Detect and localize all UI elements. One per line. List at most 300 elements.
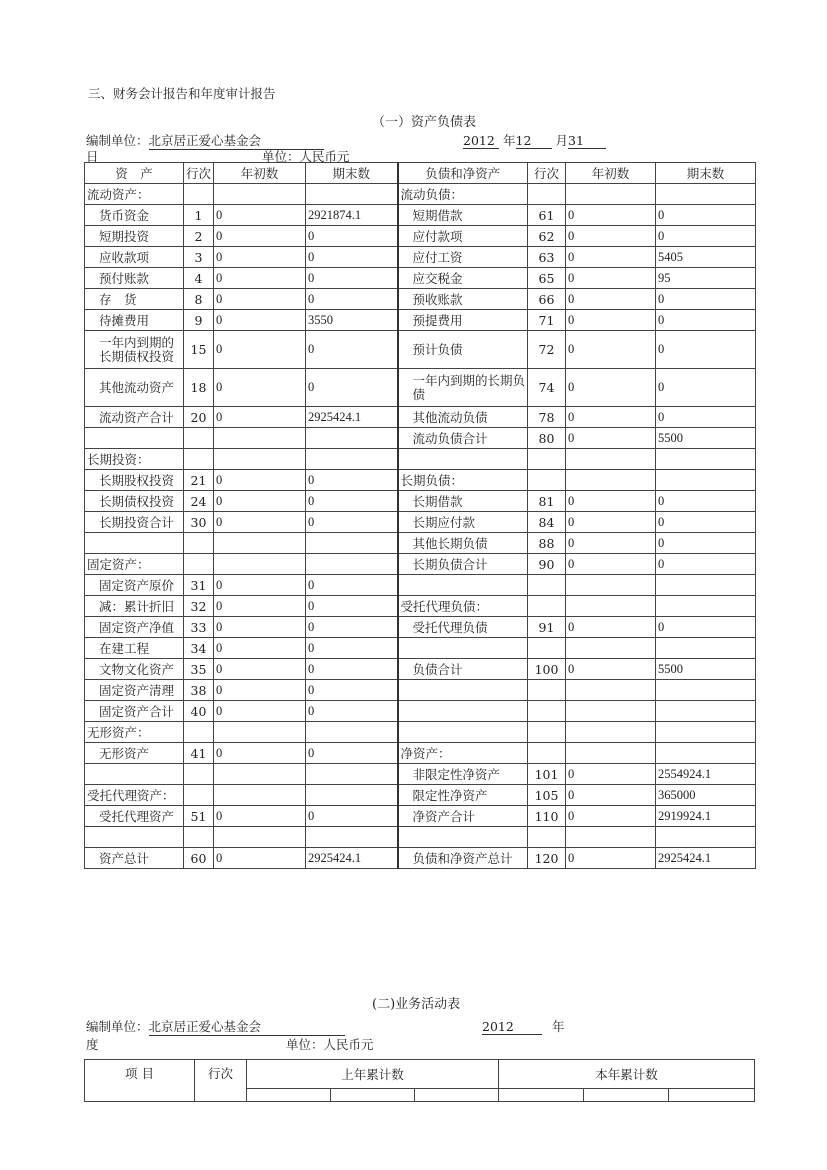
liability-end-value: 0: [656, 617, 756, 638]
liability-row-no: 72: [528, 331, 566, 369]
asset-name: 固定资产原价: [85, 575, 184, 596]
asset-name: 长期债权投资: [85, 491, 184, 512]
balance-sheet-title: （一）资产负债表: [372, 115, 477, 130]
asset-end-value: 0: [306, 680, 398, 701]
asset-name: 在建工程: [85, 638, 184, 659]
activity-org: [86, 1017, 345, 1036]
asset-begin-value: 0: [214, 205, 306, 226]
liability-name: 预提费用: [398, 310, 528, 331]
activity-subheader-cell: [584, 1089, 669, 1102]
activity-subheader-cell: [499, 1089, 584, 1102]
asset-name: 长期投资：: [85, 449, 184, 470]
asset-name: 存 货: [85, 289, 184, 310]
liability-begin-value: [566, 722, 656, 743]
liability-end-value: 2925424.1: [656, 848, 756, 869]
asset-name: 资产总计: [85, 848, 184, 869]
year-suffix: 年: [502, 133, 516, 148]
asset-end-value: 0: [306, 247, 398, 268]
asset-name: 固定资产净值: [85, 617, 184, 638]
asset-name: [85, 764, 184, 785]
asset-end-value: 2925424.1: [306, 848, 398, 869]
liability-row-no: 101: [528, 764, 566, 785]
liability-row-no: [528, 184, 566, 205]
liability-name: 流动负债：: [398, 184, 528, 205]
liability-begin-value: 0: [566, 806, 656, 827]
asset-row-no: 41: [184, 743, 214, 764]
liability-end-value: [656, 184, 756, 205]
asset-end-value: [306, 184, 398, 205]
table-row: [85, 722, 756, 743]
asset-begin-value: 0: [214, 247, 306, 268]
liability-name: 长期负债合计: [398, 554, 528, 575]
table-row: [85, 428, 756, 449]
asset-begin-value: 0: [214, 575, 306, 596]
asset-name: 受托代理资产：: [85, 785, 184, 806]
liability-begin-value: [566, 470, 656, 491]
asset-name: [85, 827, 184, 848]
liability-end-value: 0: [656, 512, 756, 533]
asset-end-value: 0: [306, 369, 398, 407]
liability-end-value: [656, 596, 756, 617]
liability-begin-value: 0: [566, 205, 656, 226]
asset-end-value: 0: [306, 226, 398, 247]
asset-end-value: 0: [306, 743, 398, 764]
table-row: [85, 659, 756, 680]
asset-begin-value: 0: [214, 680, 306, 701]
activity-subheader-cell: [247, 1089, 331, 1102]
asset-end-value: [306, 764, 398, 785]
table-row: [85, 310, 756, 331]
activity-year: [482, 1017, 565, 1035]
asset-row-no: 8: [184, 289, 214, 310]
liability-row-no: 105: [528, 785, 566, 806]
asset-name: 一年内到期的长期债权投资: [85, 331, 184, 369]
asset-row-no: 40: [184, 701, 214, 722]
liability-end-value: 2919924.1: [656, 806, 756, 827]
liability-name: 负债和净资产总计: [398, 848, 528, 869]
asset-row-no: 60: [184, 848, 214, 869]
org-label: 编制单位：: [86, 133, 149, 148]
liability-begin-value: [566, 184, 656, 205]
liability-row-no: 91: [528, 617, 566, 638]
liability-end-value: 95: [656, 268, 756, 289]
asset-end-value: 0: [306, 806, 398, 827]
liability-name: [398, 722, 528, 743]
asset-end-value: 0: [306, 512, 398, 533]
asset-begin-value: 0: [214, 638, 306, 659]
activity-org-label: 编制单位：: [86, 1019, 149, 1034]
table-row: [85, 701, 756, 722]
asset-row-no: 3: [184, 247, 214, 268]
header-begin-2: 年初数: [566, 163, 656, 184]
table-row: [85, 268, 756, 289]
liability-begin-value: [566, 827, 656, 848]
liability-end-value: 0: [656, 205, 756, 226]
asset-name: 长期股权投资: [85, 470, 184, 491]
table-row: [85, 554, 756, 575]
liability-row-no: [528, 680, 566, 701]
liability-end-value: 0: [656, 226, 756, 247]
activity-header-row: [85, 1060, 755, 1089]
asset-row-no: 18: [184, 369, 214, 407]
asset-begin-value: [214, 533, 306, 554]
asset-end-value: 3550: [306, 310, 398, 331]
table-row: [85, 680, 756, 701]
activity-header-this-year: 本年累计数: [499, 1060, 755, 1089]
liability-begin-value: 0: [566, 848, 656, 869]
liability-end-value: 0: [656, 491, 756, 512]
asset-begin-value: [214, 184, 306, 205]
activity-year-value: 2012: [482, 1019, 542, 1035]
asset-begin-value: 0: [214, 226, 306, 247]
table-row: [85, 764, 756, 785]
table-row: [85, 512, 756, 533]
table-row: [85, 785, 756, 806]
liability-begin-value: [566, 596, 656, 617]
table-row: [85, 407, 756, 428]
day-value: 31: [568, 133, 606, 149]
balance-sheet-header: [85, 163, 756, 184]
liability-row-no: [528, 638, 566, 659]
header-row-no-2: 行次: [528, 163, 566, 184]
activity-header-item: 项 目: [85, 1060, 195, 1102]
asset-row-no: 2: [184, 226, 214, 247]
liability-name: 一年内到期的长期负债: [398, 369, 528, 407]
asset-name: 受托代理资产: [85, 806, 184, 827]
asset-end-value: 0: [306, 701, 398, 722]
liability-row-no: 61: [528, 205, 566, 226]
asset-row-no: 32: [184, 596, 214, 617]
table-row: [85, 226, 756, 247]
table-row: [85, 848, 756, 869]
liability-begin-value: 0: [566, 226, 656, 247]
liability-name: 限定性净资产: [398, 785, 528, 806]
activity-subheader-cell: [331, 1089, 415, 1102]
asset-row-no: [184, 428, 214, 449]
asset-begin-value: [214, 554, 306, 575]
header-row-no: 行次: [184, 163, 214, 184]
liability-begin-value: 0: [566, 659, 656, 680]
asset-row-no: [184, 827, 214, 848]
liability-name: 长期借款: [398, 491, 528, 512]
liability-end-value: 5500: [656, 428, 756, 449]
asset-begin-value: 0: [214, 470, 306, 491]
asset-end-value: [306, 785, 398, 806]
liability-row-no: 71: [528, 310, 566, 331]
asset-end-value: [306, 449, 398, 470]
liability-row-no: [528, 743, 566, 764]
table-row: [85, 369, 756, 407]
liability-row-no: 74: [528, 369, 566, 407]
header-assets: 资 产: [85, 163, 184, 184]
activity-statement-title: (二)业务活动表: [372, 997, 461, 1012]
liability-begin-value: 0: [566, 491, 656, 512]
asset-begin-value: 0: [214, 407, 306, 428]
asset-begin-value: [214, 785, 306, 806]
liability-begin-value: [566, 449, 656, 470]
asset-row-no: [184, 184, 214, 205]
asset-end-value: 0: [306, 575, 398, 596]
table-row: [85, 596, 756, 617]
liability-name: [398, 449, 528, 470]
liability-row-no: 84: [528, 512, 566, 533]
asset-end-value: 2921874.1: [306, 205, 398, 226]
asset-begin-value: 0: [214, 806, 306, 827]
liability-row-no: 66: [528, 289, 566, 310]
liability-name: 短期借款: [398, 205, 528, 226]
asset-row-no: 51: [184, 806, 214, 827]
asset-name: 货币资金: [85, 205, 184, 226]
liability-begin-value: [566, 743, 656, 764]
liability-row-no: 90: [528, 554, 566, 575]
liability-name: 受托代理负债: [398, 617, 528, 638]
liability-end-value: 5405: [656, 247, 756, 268]
asset-name: 待摊费用: [85, 310, 184, 331]
liability-name: [398, 827, 528, 848]
asset-end-value: 0: [306, 659, 398, 680]
asset-name: 文物文化资产: [85, 659, 184, 680]
asset-begin-value: 0: [214, 659, 306, 680]
asset-begin-value: 0: [214, 268, 306, 289]
asset-end-value: [306, 827, 398, 848]
asset-row-no: 30: [184, 512, 214, 533]
asset-begin-value: 0: [214, 331, 306, 369]
asset-end-value: [306, 428, 398, 449]
liability-name: [398, 638, 528, 659]
asset-name: 固定资产：: [85, 554, 184, 575]
asset-end-value: 2925424.1: [306, 407, 398, 428]
asset-end-value: 0: [306, 638, 398, 659]
liability-name: 应交税金: [398, 268, 528, 289]
asset-end-value: 0: [306, 596, 398, 617]
org-name: 北京居正爱心基金会: [149, 131, 324, 150]
liability-begin-value: 0: [566, 331, 656, 369]
activity-unit: 单位：人民币元: [286, 1037, 374, 1052]
asset-end-value: 0: [306, 268, 398, 289]
asset-row-no: [184, 764, 214, 785]
asset-row-no: 31: [184, 575, 214, 596]
liability-name: [398, 680, 528, 701]
liability-name: 非限定性净资产: [398, 764, 528, 785]
activity-subheader-cell: [669, 1089, 755, 1102]
liability-end-value: [656, 743, 756, 764]
table-row: [85, 533, 756, 554]
liability-begin-value: 0: [566, 268, 656, 289]
liability-name: [398, 701, 528, 722]
header-begin: 年初数: [214, 163, 306, 184]
liability-name: 应付工资: [398, 247, 528, 268]
asset-begin-value: 0: [214, 848, 306, 869]
asset-begin-value: [214, 827, 306, 848]
asset-begin-value: 0: [214, 743, 306, 764]
liability-row-no: [528, 575, 566, 596]
asset-row-no: 24: [184, 491, 214, 512]
liability-name: 受托代理负债：: [398, 596, 528, 617]
liability-end-value: [656, 470, 756, 491]
liability-row-no: 81: [528, 491, 566, 512]
liability-begin-value: 0: [566, 247, 656, 268]
asset-name: 无形资产: [85, 743, 184, 764]
asset-begin-value: 0: [214, 289, 306, 310]
asset-end-value: 0: [306, 470, 398, 491]
liability-row-no: 110: [528, 806, 566, 827]
table-row: [85, 827, 756, 848]
table-row: [85, 205, 756, 226]
asset-begin-value: 0: [214, 512, 306, 533]
liability-row-no: 80: [528, 428, 566, 449]
liability-begin-value: 0: [566, 764, 656, 785]
liability-name: 长期负债：: [398, 470, 528, 491]
liability-begin-value: 0: [566, 369, 656, 407]
asset-row-no: 38: [184, 680, 214, 701]
liability-row-no: [528, 470, 566, 491]
year-value: 2012: [463, 133, 499, 149]
liability-row-no: [528, 701, 566, 722]
asset-name: [85, 428, 184, 449]
liability-row-no: [528, 596, 566, 617]
asset-end-value: [306, 554, 398, 575]
asset-row-no: [184, 722, 214, 743]
liability-end-value: 0: [656, 407, 756, 428]
table-row: [85, 806, 756, 827]
activity-subheader-cell: [415, 1089, 499, 1102]
liability-end-value: 0: [656, 533, 756, 554]
asset-name: 预付账款: [85, 268, 184, 289]
header-end-2: 期末数: [656, 163, 756, 184]
activity-header-row-no: 行次: [195, 1060, 247, 1102]
asset-name: [85, 533, 184, 554]
liability-begin-value: 0: [566, 407, 656, 428]
asset-end-value: 0: [306, 491, 398, 512]
asset-end-value: 0: [306, 331, 398, 369]
table-row: [85, 470, 756, 491]
asset-row-no: 35: [184, 659, 214, 680]
liability-end-value: [656, 638, 756, 659]
liability-end-value: 0: [656, 554, 756, 575]
liability-end-value: [656, 722, 756, 743]
liability-row-no: [528, 827, 566, 848]
asset-name: 固定资产合计: [85, 701, 184, 722]
liability-end-value: 365000: [656, 785, 756, 806]
asset-end-value: [306, 722, 398, 743]
asset-begin-value: [214, 764, 306, 785]
asset-row-no: 21: [184, 470, 214, 491]
asset-end-value: 0: [306, 289, 398, 310]
liability-name: [398, 575, 528, 596]
asset-name: 固定资产清理: [85, 680, 184, 701]
asset-begin-value: 0: [214, 491, 306, 512]
table-row: [85, 743, 756, 764]
asset-row-no: 4: [184, 268, 214, 289]
liability-begin-value: [566, 575, 656, 596]
liability-end-value: 0: [656, 289, 756, 310]
asset-end-value: [306, 533, 398, 554]
balance-sheet-date: [463, 131, 606, 149]
asset-name: 流动资产合计: [85, 407, 184, 428]
asset-name: 应收款项: [85, 247, 184, 268]
asset-name: 其他流动资产: [85, 369, 184, 407]
liability-name: 负债合计: [398, 659, 528, 680]
asset-row-no: 9: [184, 310, 214, 331]
asset-begin-value: 0: [214, 596, 306, 617]
liability-end-value: 0: [656, 369, 756, 407]
liability-name: 长期应付款: [398, 512, 528, 533]
table-row: [85, 449, 756, 470]
table-row: [85, 184, 756, 205]
liability-name: 其他流动负债: [398, 407, 528, 428]
asset-row-no: 33: [184, 617, 214, 638]
asset-begin-value: 0: [214, 369, 306, 407]
liability-name: 其他长期负债: [398, 533, 528, 554]
asset-begin-value: 0: [214, 310, 306, 331]
asset-name: 减：累计折旧: [85, 596, 184, 617]
liability-begin-value: 0: [566, 512, 656, 533]
liability-begin-value: [566, 701, 656, 722]
liability-end-value: [656, 680, 756, 701]
liability-begin-value: 0: [566, 617, 656, 638]
table-row: [85, 289, 756, 310]
table-row: [85, 617, 756, 638]
asset-end-value: 0: [306, 617, 398, 638]
liability-row-no: 88: [528, 533, 566, 554]
liability-begin-value: [566, 638, 656, 659]
section-title: 三、财务会计报告和年度审计报告: [88, 86, 276, 101]
liability-begin-value: 0: [566, 310, 656, 331]
table-row: [85, 638, 756, 659]
liability-row-no: [528, 722, 566, 743]
liability-end-value: [656, 701, 756, 722]
activity-year-suffix-2: 度: [86, 1037, 99, 1052]
asset-name: 长期投资合计: [85, 512, 184, 533]
asset-row-no: [184, 533, 214, 554]
balance-sheet-unit: 单位：人民币元: [262, 149, 350, 164]
liability-row-no: 62: [528, 226, 566, 247]
asset-row-no: 34: [184, 638, 214, 659]
liability-end-value: 0: [656, 331, 756, 369]
header-liabilities: 负债和净资产: [398, 163, 528, 184]
day-suffix: 日: [86, 149, 99, 164]
table-row: [85, 575, 756, 596]
asset-begin-value: [214, 449, 306, 470]
liability-row-no: 120: [528, 848, 566, 869]
asset-begin-value: 0: [214, 617, 306, 638]
liability-row-no: 63: [528, 247, 566, 268]
balance-sheet-table: [84, 162, 756, 869]
liability-end-value: [656, 827, 756, 848]
asset-begin-value: 0: [214, 701, 306, 722]
month-value: 12: [516, 133, 552, 149]
liability-row-no: 100: [528, 659, 566, 680]
liability-end-value: 2554924.1: [656, 764, 756, 785]
liability-begin-value: 0: [566, 554, 656, 575]
liability-begin-value: [566, 680, 656, 701]
asset-begin-value: [214, 722, 306, 743]
liability-name: 净资产合计: [398, 806, 528, 827]
liability-name: 净资产：: [398, 743, 528, 764]
liability-begin-value: 0: [566, 289, 656, 310]
asset-name: 短期投资: [85, 226, 184, 247]
liability-end-value: [656, 575, 756, 596]
liability-begin-value: 0: [566, 533, 656, 554]
liability-row-no: 65: [528, 268, 566, 289]
header-end: 期末数: [306, 163, 398, 184]
table-row: [85, 491, 756, 512]
asset-row-no: 1: [184, 205, 214, 226]
asset-name: 流动资产：: [85, 184, 184, 205]
activity-header-prev-year: 上年累计数: [247, 1060, 499, 1089]
liability-row-no: 78: [528, 407, 566, 428]
activity-year-suffix: 年: [551, 1019, 565, 1034]
